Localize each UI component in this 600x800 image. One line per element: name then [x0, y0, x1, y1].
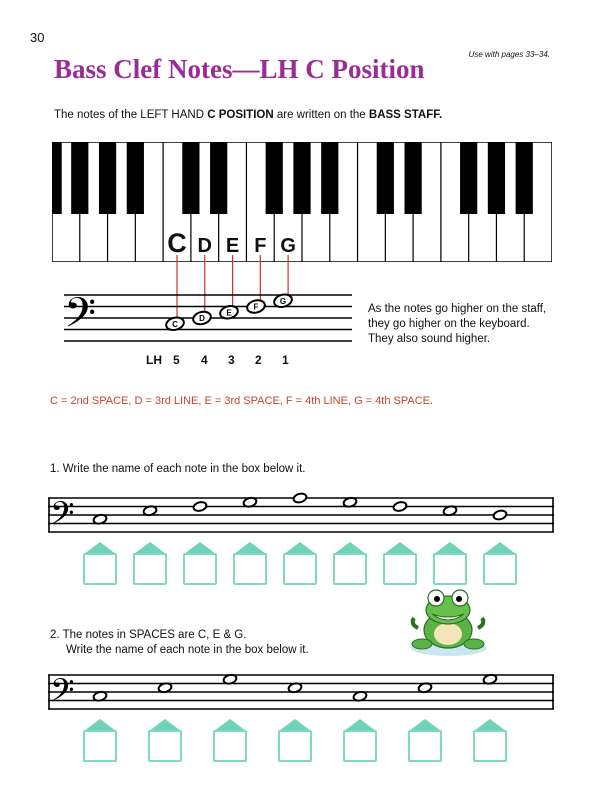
black-key — [127, 142, 144, 214]
answer-box-cap — [334, 542, 366, 554]
black-key — [488, 142, 505, 214]
black-key — [71, 142, 88, 214]
answer-box-cap — [84, 542, 116, 554]
answer-box — [284, 554, 316, 584]
answer-box — [484, 554, 516, 584]
answer-box — [434, 554, 466, 584]
note-letter: C — [172, 319, 178, 329]
finger-number: 3 — [228, 353, 235, 367]
exercise2-staff — [48, 667, 554, 767]
answer-box — [334, 554, 366, 584]
answer-box-cap — [134, 542, 166, 554]
answer-box — [234, 554, 266, 584]
answer-box-cap — [484, 542, 516, 554]
exercise2-prompt-line2: Write the name of each note in the box below it. — [50, 644, 309, 656]
side-note-line2: they go higher on the keyboard. — [368, 318, 530, 330]
bass-clef-icon: 𝄢 — [64, 289, 97, 347]
exercise1-prompt: 1. Write the name of each note in the box below it. — [50, 463, 306, 475]
answer-box — [409, 731, 441, 761]
intro-bold-c-position: C POSITION — [207, 109, 274, 121]
answer-box — [134, 554, 166, 584]
page-number: 30 — [30, 30, 45, 45]
answer-box — [214, 731, 246, 761]
intro-part2: are written on the — [273, 109, 369, 121]
piano-keyboard — [52, 142, 552, 262]
finger-number: 1 — [282, 353, 289, 367]
key-label: F — [254, 235, 267, 257]
answer-box-cap — [344, 719, 376, 731]
answer-box-cap — [434, 542, 466, 554]
answer-box-cap — [214, 719, 246, 731]
answer-box-cap — [409, 719, 441, 731]
note-letter: F — [253, 302, 259, 312]
side-note — [368, 302, 568, 347]
whole-note — [193, 501, 208, 512]
black-key — [460, 142, 477, 214]
black-key — [182, 142, 199, 214]
key-label: C — [167, 228, 187, 258]
answer-box — [384, 554, 416, 584]
finger-number: 4 — [201, 353, 208, 367]
fingering-hand-label: LH — [146, 353, 162, 367]
black-key — [321, 142, 338, 214]
bass-clef-icon: 𝄢 — [50, 672, 75, 716]
black-key — [99, 142, 116, 214]
note-letter: D — [199, 314, 205, 323]
use-with-note: Use with pages 33–34. — [468, 50, 550, 59]
finger-number: 2 — [255, 353, 262, 367]
exercise2-prompt — [50, 628, 309, 658]
frog-illustration-icon — [408, 584, 490, 658]
answer-box-cap — [384, 542, 416, 554]
note-rule-text: C = 2nd SPACE, D = 3rd LINE, E = 3rd SPACE, F = 4th LINE, G = 4th SPACE. — [50, 395, 434, 407]
answer-box — [279, 731, 311, 761]
intro-text — [54, 109, 442, 121]
answer-box-cap — [284, 542, 316, 554]
answer-box — [84, 731, 116, 761]
exercise1-staff — [48, 490, 554, 590]
answer-box — [184, 554, 216, 584]
answer-box-cap — [84, 719, 116, 731]
whole-note — [393, 501, 408, 512]
answer-box-cap — [279, 719, 311, 731]
whole-note — [293, 492, 308, 503]
black-key — [266, 142, 283, 214]
answer-box-cap — [149, 719, 181, 731]
finger-number: 5 — [173, 353, 180, 367]
page-title: Bass Clef Notes—LH C Position — [54, 54, 425, 84]
key-label: E — [225, 235, 240, 257]
key-label: G — [280, 235, 296, 257]
black-key — [516, 142, 533, 214]
side-note-line1: As the notes go higher on the staff, — [368, 303, 547, 315]
answer-box — [344, 731, 376, 761]
answer-box — [474, 731, 506, 761]
bass-clef-icon: 𝄢 — [50, 495, 75, 539]
black-key — [405, 142, 422, 214]
answer-box-cap — [474, 719, 506, 731]
side-note-line3: They also sound higher. — [368, 333, 491, 345]
answer-box — [84, 554, 116, 584]
intro-part1: The notes of the LEFT HAND — [54, 109, 208, 121]
answer-box — [149, 731, 181, 761]
black-key — [377, 142, 394, 214]
black-key — [52, 142, 62, 214]
note-letter: E — [226, 308, 232, 318]
note-letter: G — [279, 296, 287, 306]
black-key — [210, 142, 227, 214]
exercise2-prompt-line1: 2. The notes in SPACES are C, E & G. — [50, 629, 247, 641]
answer-box-cap — [234, 542, 266, 554]
key-label: D — [197, 235, 213, 257]
lesson-bass-staff — [60, 255, 360, 355]
black-key — [293, 142, 310, 214]
whole-note — [493, 509, 508, 520]
answer-box-cap — [184, 542, 216, 554]
intro-bold-bass-staff: BASS STAFF. — [368, 109, 443, 121]
